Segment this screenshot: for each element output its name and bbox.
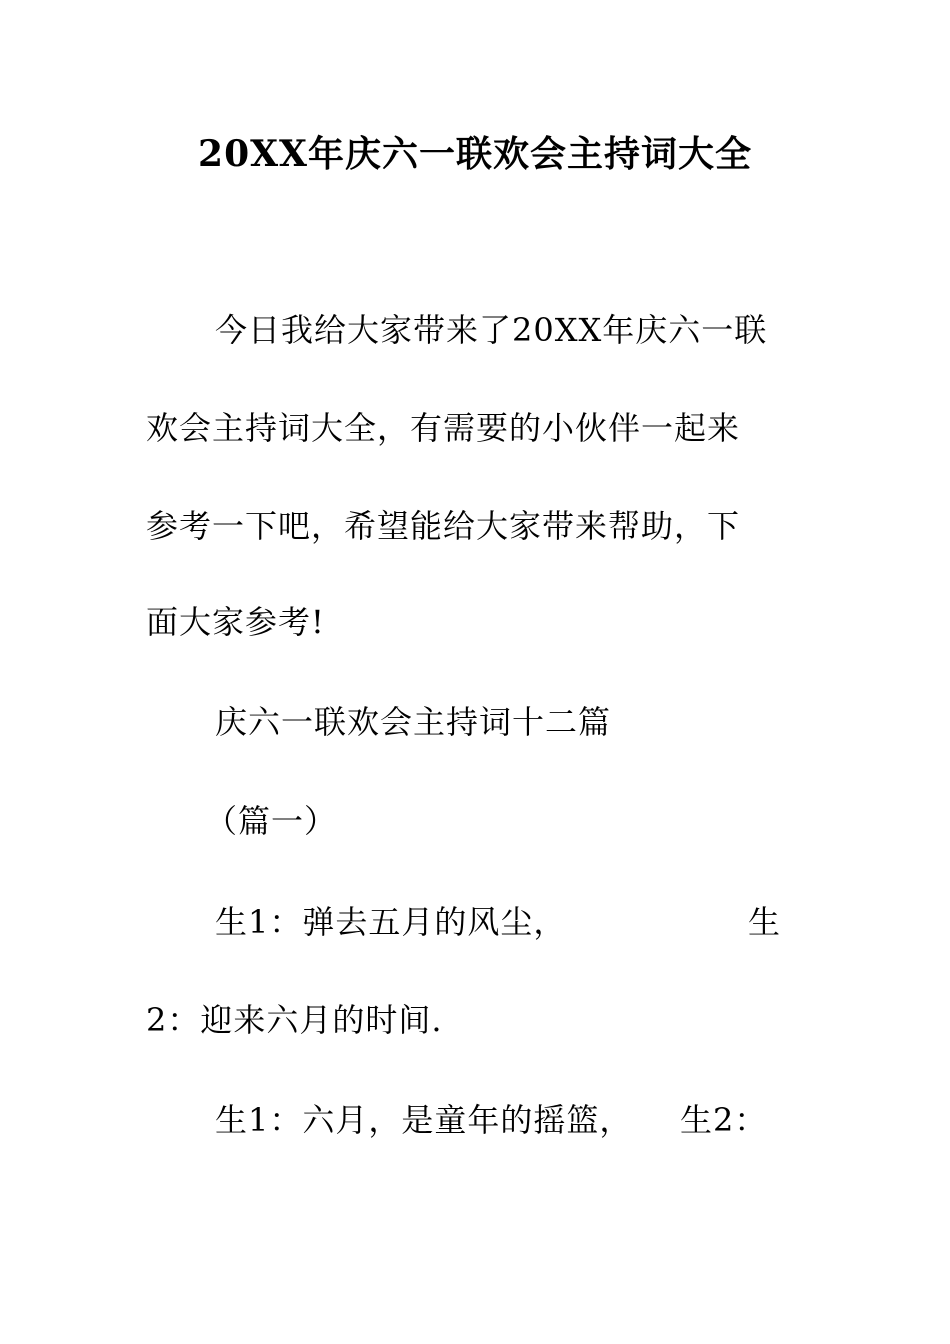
dialogue-line-2: 2：迎来六月的时间. (146, 1001, 443, 1039)
dialogue-line-1: 生1：弹去五月的风尘， (215, 903, 567, 941)
dialogue-line-1-speaker: 生 (748, 903, 781, 941)
intro-line-2: 欢会主持词大全，有需要的小伙伴一起来 (146, 409, 741, 447)
chapter-label: （篇一） (205, 802, 338, 840)
document-title: 20XX年庆六一联欢会主持词大全 (198, 133, 752, 175)
intro-line-3: 参考一下吧，希望能给大家带来帮助，下 (146, 507, 741, 545)
dialogue-line-3: 生1：六月，是童年的摇篮， (215, 1101, 633, 1139)
intro-line-4: 面大家参考! (146, 603, 325, 641)
intro-line-1: 今日我给大家带来了20XX年庆六一联 (215, 311, 768, 349)
dialogue-line-3-speaker: 生2： (680, 1101, 768, 1139)
section-heading: 庆六一联欢会主持词十二篇 (215, 703, 612, 741)
